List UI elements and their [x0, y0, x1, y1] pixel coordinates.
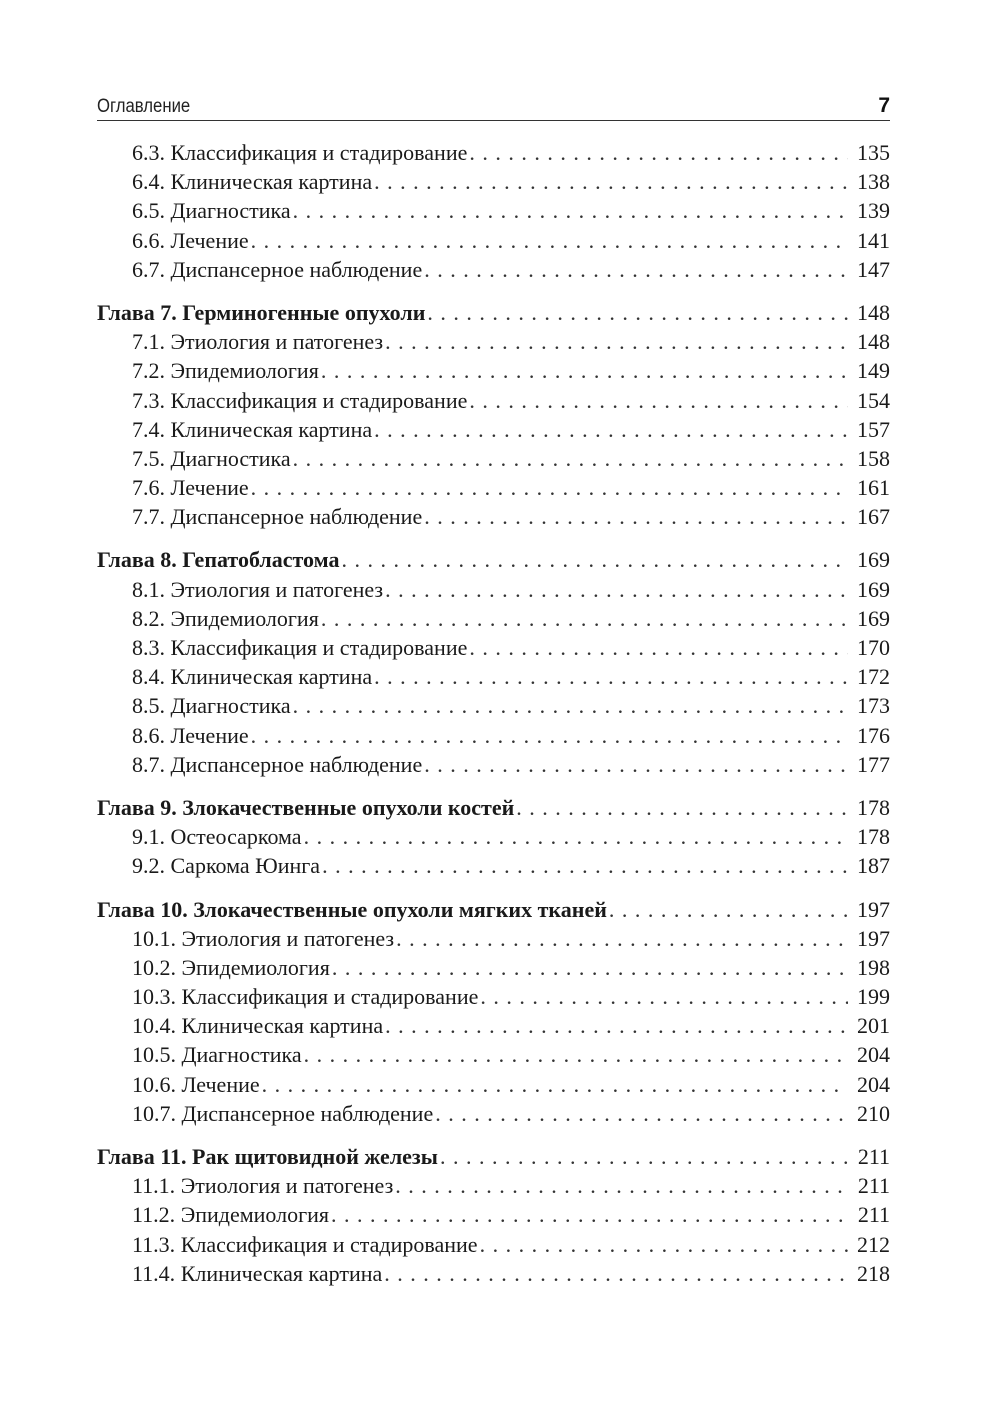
- toc-section-number: 8.6.: [132, 722, 165, 748]
- toc-section-number: 11.2.: [132, 1202, 176, 1228]
- toc-chapter-entry[interactable]: [97, 1142, 890, 1171]
- toc-section-number: 10.5.: [132, 1042, 176, 1068]
- toc-section-title: Клиническая картина: [180, 1260, 383, 1286]
- toc-page-number: 172: [857, 664, 890, 690]
- toc-chapter-block: [97, 793, 890, 881]
- toc-section-title: Диспансерное наблюдение: [170, 504, 423, 530]
- toc-dot-leader: [435, 1099, 848, 1128]
- toc-section-title: Этиология и патогенез: [170, 576, 384, 602]
- toc-chapter-block: [97, 895, 890, 1129]
- toc-section-number: 10.3.: [132, 984, 176, 1010]
- toc-section-title: Лечение: [181, 1071, 260, 1097]
- toc-section-label: [132, 502, 424, 531]
- toc-section-label: [132, 327, 385, 356]
- toc-section-label: [132, 1070, 262, 1099]
- toc-section-label: [132, 444, 293, 473]
- toc-section-label: [132, 982, 480, 1011]
- toc-dot-leader: [321, 604, 848, 633]
- toc-section-title: Классификация и стадирование: [180, 1231, 478, 1257]
- toc-section-entry[interactable]: [97, 721, 890, 750]
- toc-section-number: 11.1.: [132, 1173, 176, 1199]
- toc-dot-leader: [427, 298, 848, 327]
- running-header: [97, 88, 890, 121]
- toc-chapter-entry[interactable]: [97, 545, 890, 574]
- toc-page-number: 170: [857, 635, 890, 660]
- toc-chapter-title: Глава 9. Злокачественные опухоли костей: [97, 794, 515, 820]
- toc-section-entry[interactable]: [97, 1171, 890, 1200]
- toc-page-number: 178: [857, 824, 890, 850]
- toc-page-number: 210: [857, 1100, 890, 1126]
- toc-chapter-title: Глава 11. Рак щитовидной железы: [97, 1144, 438, 1169]
- toc-dot-leader: [385, 1011, 848, 1040]
- toc-section-number: 6.5.: [132, 198, 165, 224]
- toc-section-number: 7.5.: [132, 445, 165, 471]
- toc-dot-leader: [293, 691, 848, 720]
- toc-section-title: Классификация и стадирование: [170, 635, 468, 660]
- toc-dot-leader: [480, 1230, 848, 1259]
- toc-dot-leader: [609, 895, 848, 924]
- toc-dot-leader: [322, 851, 848, 880]
- toc-page-number: 149: [857, 358, 890, 384]
- toc-section-label: [132, 575, 385, 604]
- toc-section-title: Клиническая картина: [170, 416, 373, 442]
- toc-section-title: Диспансерное наблюдение: [170, 751, 423, 777]
- toc-page-number: 169: [857, 576, 890, 602]
- toc-section-number: 7.1.: [132, 329, 165, 355]
- toc-section-label: [132, 924, 396, 953]
- toc-dot-leader: [304, 822, 848, 851]
- toc-section-label: [132, 822, 304, 851]
- toc-dot-leader: [293, 444, 848, 473]
- toc-dot-leader: [331, 1200, 848, 1229]
- toc-page-number: 204: [857, 1042, 890, 1068]
- toc-dot-leader: [469, 386, 848, 415]
- toc-page-number: 211: [857, 1173, 890, 1199]
- running-header-title: Оглавление: [97, 96, 191, 117]
- toc-section-number: 6.6.: [132, 227, 165, 253]
- toc-page-number: 187: [857, 853, 890, 879]
- toc-section-label: [132, 662, 374, 691]
- toc-section-title: Лечение: [170, 227, 249, 253]
- toc-section-label: [132, 167, 374, 196]
- toc-section-number: 8.5.: [132, 693, 165, 719]
- toc-dot-leader: [469, 138, 848, 167]
- toc-chapter-title: Глава 8. Гепатобластома: [97, 547, 340, 573]
- toc-section-entry[interactable]: [97, 386, 890, 415]
- toc-dot-leader: [385, 575, 848, 604]
- toc-page-number: 212: [857, 1231, 890, 1257]
- toc-section-title: Клиническая картина: [181, 1013, 384, 1039]
- toc-dot-leader: [341, 545, 848, 574]
- toc-section-entry[interactable]: [97, 575, 890, 604]
- toc-page-number: 177: [857, 751, 890, 777]
- toc-chapter-title: Глава 7. Герминогенные опухоли: [97, 299, 426, 325]
- toc-section-title: Этиология и патогенез: [181, 925, 395, 951]
- toc-chapter-block: [97, 298, 890, 532]
- toc-section-title: Классификация и стадирование: [170, 140, 468, 165]
- toc-section-title: Диспансерное наблюдение: [170, 256, 423, 282]
- toc-section-entry[interactable]: [97, 604, 890, 633]
- toc-dot-leader: [374, 662, 848, 691]
- toc-section-title: Саркома Юинга: [170, 853, 321, 879]
- toc-section-entry[interactable]: [97, 1259, 890, 1288]
- toc-section-label: [132, 196, 293, 225]
- toc-section-entry[interactable]: [97, 982, 890, 1011]
- toc-section-title: Остеосаркома: [170, 824, 302, 850]
- toc-section-entry[interactable]: [97, 750, 890, 779]
- toc-section-number: 7.2.: [132, 358, 165, 384]
- toc-section-number: 6.4.: [132, 169, 165, 195]
- toc-section-label: [132, 386, 469, 415]
- toc-page-number: 148: [857, 299, 890, 325]
- toc-section-number: 6.7.: [132, 256, 165, 282]
- toc-section-number: 11.3.: [132, 1231, 176, 1257]
- toc-section-label: [132, 255, 424, 284]
- toc-page-number: 197: [857, 925, 890, 951]
- toc-section-entry[interactable]: [97, 327, 890, 356]
- toc-section-entry[interactable]: [97, 662, 890, 691]
- toc-section-entry[interactable]: [97, 1200, 890, 1229]
- toc-dot-leader: [262, 1070, 848, 1099]
- toc-section-label: [132, 415, 374, 444]
- toc-section-entry[interactable]: [97, 1040, 890, 1069]
- toc-page-number: 147: [857, 256, 890, 282]
- toc-page-number: 141: [857, 227, 890, 253]
- toc-section-entry[interactable]: [97, 167, 890, 196]
- toc-chapter-title: Глава 10. Злокачественные опухоли мягких тканей: [97, 896, 607, 922]
- toc-section-label: [132, 473, 251, 502]
- toc-section-entry[interactable]: [97, 851, 890, 880]
- toc-section-title: Эпидемиология: [180, 1202, 330, 1228]
- toc-section-label: [132, 1011, 385, 1040]
- toc-section-title: Лечение: [170, 722, 249, 748]
- toc-dot-leader: [374, 167, 848, 196]
- toc-section-title: Эпидемиология: [170, 358, 319, 384]
- toc-section-title: Эпидемиология: [170, 605, 319, 631]
- toc-section-entry[interactable]: [97, 473, 890, 502]
- toc-section-number: 10.2.: [132, 954, 176, 980]
- toc-section-label: [132, 1259, 384, 1288]
- toc-page-number: 169: [857, 605, 890, 631]
- toc-section-entry[interactable]: [97, 1099, 890, 1128]
- toc-section-title: Клиническая картина: [170, 169, 373, 195]
- toc-section-entry[interactable]: [97, 415, 890, 444]
- toc-dot-leader: [384, 1259, 848, 1288]
- toc-section-entry[interactable]: [97, 444, 890, 473]
- toc-dot-leader: [251, 473, 848, 502]
- toc-dot-leader: [304, 1040, 848, 1069]
- toc-dot-leader: [516, 793, 848, 822]
- toc-section-number: 7.3.: [132, 387, 165, 413]
- toc-section-number: 10.1.: [132, 925, 176, 951]
- toc-page-number: 178: [857, 794, 890, 820]
- toc-section-entry[interactable]: [97, 953, 890, 982]
- toc-section-title: Эпидемиология: [181, 954, 330, 980]
- toc-chapter-entry[interactable]: [97, 298, 890, 327]
- toc-section-number: 6.3.: [132, 140, 165, 165]
- toc-section-title: Диагностика: [170, 693, 291, 719]
- toc-dot-leader: [440, 1142, 848, 1171]
- toc-chapter-block: [97, 545, 890, 779]
- toc-chapter-entry[interactable]: [97, 793, 890, 822]
- toc-page-number: 197: [857, 896, 890, 922]
- toc-section-number: 10.7.: [132, 1100, 176, 1126]
- toc-section-entry[interactable]: [97, 502, 890, 531]
- toc-section-label: [132, 226, 251, 255]
- toc-section-number: 10.6.: [132, 1071, 176, 1097]
- toc-page-number: 148: [857, 329, 890, 355]
- toc-section-label: [132, 953, 332, 982]
- toc-section-title: Диагностика: [170, 445, 291, 471]
- toc-section-number: 8.1.: [132, 576, 165, 602]
- toc-page-number: 135: [857, 140, 890, 165]
- toc-section-entry[interactable]: [97, 924, 890, 953]
- toc-section-entry[interactable]: [97, 1011, 890, 1040]
- toc-dot-leader: [424, 255, 848, 284]
- toc-section-number: 11.4.: [132, 1260, 176, 1286]
- toc-chapter-entry[interactable]: [97, 895, 890, 924]
- toc-section-label: [132, 691, 293, 720]
- toc-page-number: 199: [857, 984, 890, 1010]
- toc-section-title: Диагностика: [170, 198, 291, 224]
- toc-section-entry[interactable]: [97, 822, 890, 851]
- toc-section-label: [132, 750, 424, 779]
- toc-page-number: 167: [857, 504, 890, 530]
- toc-section-number: 8.7.: [132, 751, 165, 777]
- toc-section-title: Лечение: [170, 475, 249, 501]
- toc-page-number: 218: [857, 1260, 890, 1286]
- toc-section-label: [132, 1230, 480, 1259]
- toc-page-number: 211: [857, 1202, 890, 1228]
- toc-page-number: 201: [857, 1013, 890, 1039]
- toc-section-entry[interactable]: [97, 356, 890, 385]
- toc-section-title: Клиническая картина: [170, 664, 373, 690]
- toc-dot-leader: [424, 750, 848, 779]
- toc-dot-leader: [332, 953, 848, 982]
- toc-page-number: 198: [857, 954, 890, 980]
- toc-section-label: [132, 138, 469, 167]
- toc-section-number: 8.2.: [132, 605, 165, 631]
- toc-section-entry[interactable]: [97, 226, 890, 255]
- toc-section-entry[interactable]: [97, 1230, 890, 1259]
- toc-dot-leader: [385, 327, 848, 356]
- toc-dot-leader: [374, 415, 848, 444]
- toc-section-number: 8.4.: [132, 664, 165, 690]
- toc-page-number: 161: [857, 475, 890, 501]
- toc-dot-leader: [480, 982, 848, 1011]
- toc-section-entry[interactable]: [97, 255, 890, 284]
- toc-section-entry[interactable]: [97, 691, 890, 720]
- toc-page-number: 157: [857, 416, 890, 442]
- toc-section-label: [132, 356, 321, 385]
- toc-section-title: Диагностика: [181, 1042, 302, 1068]
- toc-dot-leader: [395, 1171, 848, 1200]
- toc-section-label: [132, 721, 251, 750]
- toc-section-title: Классификация и стадирование: [181, 984, 479, 1010]
- toc-section-number: 9.1.: [132, 824, 165, 850]
- toc-section-number: 10.4.: [132, 1013, 176, 1039]
- toc-section-entry[interactable]: [97, 196, 890, 225]
- toc-page-number: 173: [857, 693, 890, 719]
- toc-section-label: [132, 851, 322, 880]
- toc-dot-leader: [293, 196, 848, 225]
- toc-dot-leader: [396, 924, 848, 953]
- toc-section-entry[interactable]: [97, 633, 890, 662]
- toc-page-number: 154: [857, 387, 890, 413]
- toc-section-number: 7.4.: [132, 416, 165, 442]
- toc-section-label: [132, 604, 321, 633]
- toc-page-number: 204: [857, 1071, 890, 1097]
- document-page: [97, 88, 890, 1302]
- toc-chapter-block: [97, 138, 890, 284]
- toc-page-number: 158: [857, 445, 890, 471]
- toc-page-number: 138: [857, 169, 890, 195]
- toc-section-number: 9.2.: [132, 853, 165, 879]
- page-number: 7: [878, 94, 890, 117]
- toc-page-number: 139: [857, 198, 890, 224]
- toc-section-label: [132, 1040, 304, 1069]
- toc-section-label: [132, 1200, 331, 1229]
- toc-section-title: Этиология и патогенез: [180, 1173, 394, 1199]
- toc-page-number: 211: [857, 1144, 890, 1169]
- toc-section-entry[interactable]: [97, 138, 890, 167]
- toc-section-number: 7.7.: [132, 504, 165, 530]
- toc-dot-leader: [469, 633, 848, 662]
- toc-section-title: Классификация и стадирование: [170, 387, 468, 413]
- toc-section-label: [132, 633, 469, 662]
- toc-dot-leader: [424, 502, 848, 531]
- toc-chapter-block: [97, 1142, 890, 1288]
- toc-dot-leader: [251, 721, 848, 750]
- toc-section-label: [132, 1171, 395, 1200]
- toc-dot-leader: [251, 226, 848, 255]
- toc-section-number: 7.6.: [132, 475, 165, 501]
- toc-section-entry[interactable]: [97, 1070, 890, 1099]
- toc-page-number: 176: [857, 722, 890, 748]
- toc-section-number: 8.3.: [132, 635, 165, 660]
- toc-section-label: [132, 1099, 435, 1128]
- toc-page-number: 169: [857, 547, 890, 573]
- table-of-contents: [97, 138, 890, 1288]
- toc-section-title: Этиология и патогенез: [170, 329, 384, 355]
- toc-dot-leader: [321, 356, 848, 385]
- toc-section-title: Диспансерное наблюдение: [181, 1100, 434, 1126]
